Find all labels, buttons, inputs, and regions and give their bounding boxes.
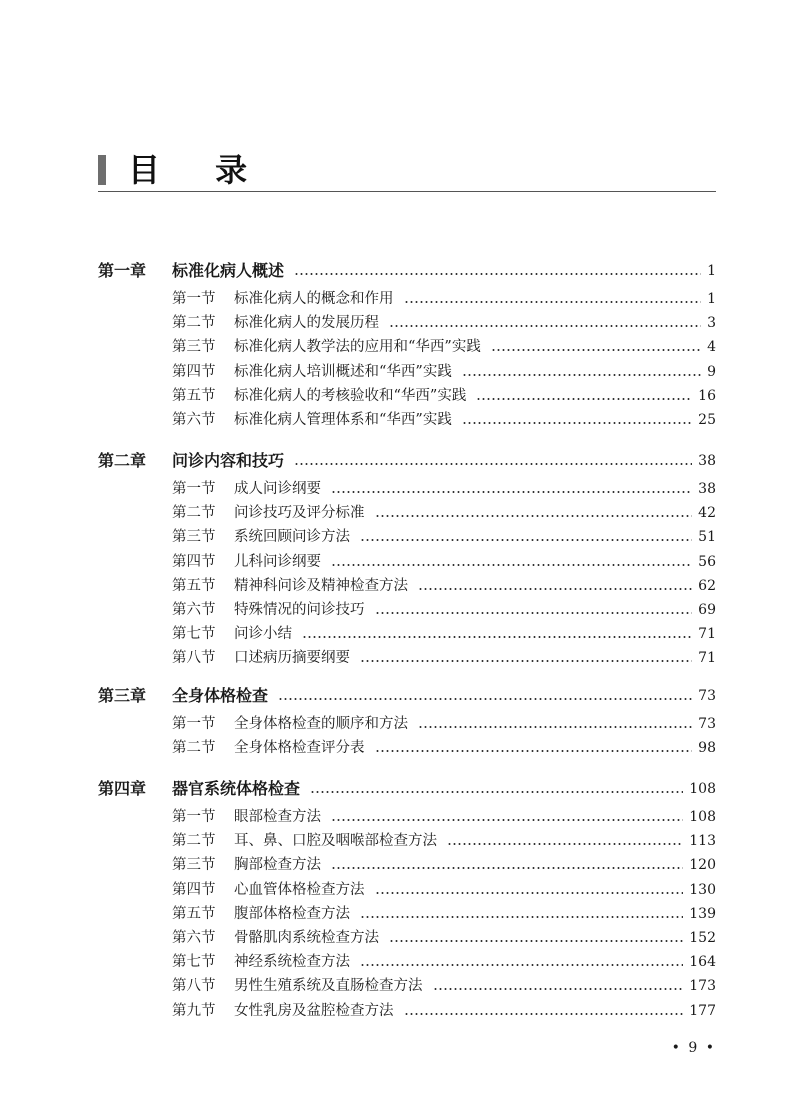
toc-section-entry[interactable] — [172, 736, 716, 760]
dot-leader — [331, 564, 692, 566]
section-number: 第六节 — [172, 412, 216, 428]
section-page-number: 9 — [707, 363, 716, 380]
section-number: 第七节 — [172, 626, 216, 643]
section-page-number: 1 — [707, 291, 716, 307]
toc-section-entry[interactable] — [172, 999, 716, 1023]
section-page-number: 4 — [707, 339, 716, 356]
section-page-number: 130 — [689, 881, 716, 898]
section-title: 标准化病人的概念和作用 — [234, 291, 394, 307]
dot-leader — [418, 726, 692, 728]
section-title: 腹部体格检查方法 — [234, 905, 350, 922]
toc-section-entry[interactable] — [172, 853, 716, 877]
toc-section-entry[interactable] — [172, 477, 716, 501]
section-number: 第二节 — [172, 740, 216, 757]
chapter-number: 第二章 — [98, 451, 147, 470]
dot-leader — [389, 325, 701, 327]
section-title: 女性乳房及盆腔检查方法 — [234, 1002, 394, 1019]
section-page-number: 42 — [698, 505, 716, 522]
section-page-number: 62 — [698, 577, 716, 594]
toc-section-entry[interactable] — [172, 646, 716, 670]
dot-leader — [404, 1013, 684, 1015]
section-page-number: 120 — [689, 857, 716, 874]
section-page-number: 177 — [689, 1002, 716, 1019]
section-number: 第一节 — [172, 481, 216, 497]
dot-leader — [375, 892, 684, 894]
toc-section-entry[interactable] — [172, 501, 716, 525]
section-title: 精神科问诊及精神检查方法 — [234, 577, 408, 594]
chapter-title: 器官系统体格检查 — [172, 779, 301, 798]
toc-section-entry[interactable] — [172, 926, 716, 950]
section-title: 标准化病人管理体系和“华西”实践 — [234, 412, 452, 428]
section-number: 第九节 — [172, 1002, 216, 1019]
dot-leader — [462, 374, 701, 376]
chapter-title: 问诊内容和技巧 — [172, 451, 285, 470]
toc-section-entry[interactable] — [172, 335, 716, 359]
dot-leader — [433, 988, 684, 990]
toc-section-entry[interactable] — [172, 622, 716, 646]
section-title: 骨骼肌肉系统检查方法 — [234, 930, 379, 946]
section-page-number: 56 — [698, 553, 716, 570]
toc-section-entry[interactable] — [172, 525, 716, 549]
dot-leader — [360, 916, 683, 918]
section-title: 特殊情况的问诊技巧 — [234, 602, 365, 618]
toc-section-entry[interactable] — [172, 408, 716, 432]
section-number: 第五节 — [172, 905, 216, 922]
section-page-number: 152 — [689, 930, 716, 946]
section-page-number: 25 — [698, 412, 716, 428]
dot-leader — [476, 398, 692, 400]
section-title: 胸部检查方法 — [234, 857, 321, 874]
chapter-number: 第一章 — [98, 261, 147, 280]
section-page-number: 71 — [698, 650, 716, 667]
toc-section-entry[interactable] — [172, 878, 716, 902]
toc-chapter-entry[interactable] — [98, 449, 716, 473]
toc-section-entry[interactable] — [172, 550, 716, 574]
section-page-number: 16 — [698, 387, 716, 404]
section-number: 第八节 — [172, 650, 216, 667]
section-title: 标准化病人培训概述和“华西”实践 — [234, 363, 452, 380]
chapter-title: 标准化病人概述 — [172, 261, 285, 280]
section-page-number: 108 — [689, 809, 716, 825]
page-number: • 9 • — [671, 1040, 716, 1056]
section-number: 第一节 — [172, 716, 216, 732]
section-number: 第七节 — [172, 954, 216, 971]
dot-leader — [278, 698, 692, 700]
chapter-page-number: 73 — [698, 688, 716, 704]
section-page-number: 139 — [689, 905, 716, 922]
section-number: 第三节 — [172, 339, 216, 356]
section-number: 第二节 — [172, 505, 216, 522]
chapter-number: 第三章 — [98, 686, 147, 705]
dot-leader — [331, 819, 683, 821]
dot-leader — [447, 843, 683, 845]
toc-section-entry[interactable] — [172, 950, 716, 974]
dot-leader — [360, 660, 692, 662]
section-page-number: 98 — [698, 740, 716, 757]
dot-leader — [375, 612, 693, 614]
dot-leader — [331, 867, 683, 869]
section-number: 第八节 — [172, 978, 216, 995]
section-title: 神经系统检查方法 — [234, 954, 350, 971]
dot-leader — [404, 301, 702, 303]
chapter-number: 第四章 — [98, 779, 147, 798]
toc-chapter-entry[interactable] — [98, 259, 716, 283]
dot-leader — [360, 964, 683, 966]
dot-leader — [462, 422, 692, 424]
section-title: 口述病历摘要纲要 — [234, 650, 350, 667]
page-title: 目 录 — [128, 151, 270, 189]
dot-leader — [389, 940, 683, 942]
section-title: 成人问诊纲要 — [234, 481, 321, 497]
dot-leader — [375, 750, 693, 752]
section-page-number: 164 — [689, 954, 716, 971]
toc-section-entry[interactable] — [172, 574, 716, 598]
section-title: 标准化病人的考核验收和“华西”实践 — [234, 387, 467, 404]
toc-section-entry[interactable] — [172, 360, 716, 384]
section-page-number: 173 — [689, 978, 716, 995]
section-title: 标准化病人教学法的应用和“华西”实践 — [234, 339, 481, 356]
section-number: 第二节 — [172, 833, 216, 850]
toc-chapter-entry[interactable] — [98, 777, 716, 801]
section-title: 标准化病人的发展历程 — [234, 315, 379, 332]
toc-section-entry[interactable] — [172, 384, 716, 408]
toc-chapter-entry[interactable] — [98, 684, 716, 708]
section-number: 第四节 — [172, 363, 216, 380]
section-number: 第六节 — [172, 930, 216, 946]
section-page-number: 3 — [707, 315, 716, 332]
section-title: 耳、鼻、口腔及咽喉部检查方法 — [234, 833, 437, 850]
toc-section-entry[interactable] — [172, 829, 716, 853]
section-title: 心血管体格检查方法 — [234, 881, 365, 898]
dot-leader — [310, 791, 683, 793]
toc-section-entry[interactable] — [172, 974, 716, 998]
section-title: 全身体格检查评分表 — [234, 740, 365, 757]
dot-leader — [360, 539, 692, 541]
section-number: 第六节 — [172, 602, 216, 618]
chapter-page-number: 38 — [698, 453, 716, 469]
section-number: 第四节 — [172, 881, 216, 898]
chapter-title: 全身体格检查 — [172, 686, 269, 705]
section-page-number: 51 — [698, 529, 716, 546]
toc-section-entry[interactable] — [172, 902, 716, 926]
dot-leader — [375, 515, 693, 517]
section-page-number: 71 — [698, 626, 716, 643]
section-page-number: 73 — [698, 716, 716, 732]
section-title: 儿科问诊纲要 — [234, 553, 321, 570]
dot-leader — [418, 588, 692, 590]
section-number: 第四节 — [172, 553, 216, 570]
section-title: 问诊技巧及评分标准 — [234, 505, 365, 522]
section-title: 系统回顾问诊方法 — [234, 529, 350, 546]
section-page-number: 113 — [689, 833, 716, 850]
section-title: 全身体格检查的顺序和方法 — [234, 716, 408, 732]
toc-section-entry[interactable] — [172, 805, 716, 829]
section-title: 眼部检查方法 — [234, 809, 321, 825]
section-number: 第三节 — [172, 529, 216, 546]
dot-leader — [331, 491, 692, 493]
dot-leader — [294, 463, 692, 465]
section-number: 第五节 — [172, 387, 216, 404]
section-number: 第二节 — [172, 315, 216, 332]
dot-leader — [302, 636, 692, 638]
section-number: 第一节 — [172, 809, 216, 825]
toc-section-entry[interactable] — [172, 287, 716, 311]
chapter-page-number: 1 — [707, 263, 716, 279]
toc-section-entry[interactable] — [172, 712, 716, 736]
dot-leader — [491, 349, 701, 351]
section-page-number: 69 — [698, 602, 716, 618]
dot-leader — [294, 273, 701, 275]
section-title: 男性生殖系统及直肠检查方法 — [234, 978, 423, 995]
section-number: 第一节 — [172, 291, 216, 307]
section-title: 问诊小结 — [234, 626, 292, 643]
toc-section-entry[interactable] — [172, 598, 716, 622]
chapter-page-number: 108 — [689, 781, 716, 797]
section-number: 第三节 — [172, 857, 216, 874]
toc-section-entry[interactable] — [172, 311, 716, 335]
section-number: 第五节 — [172, 577, 216, 594]
section-page-number: 38 — [698, 481, 716, 497]
